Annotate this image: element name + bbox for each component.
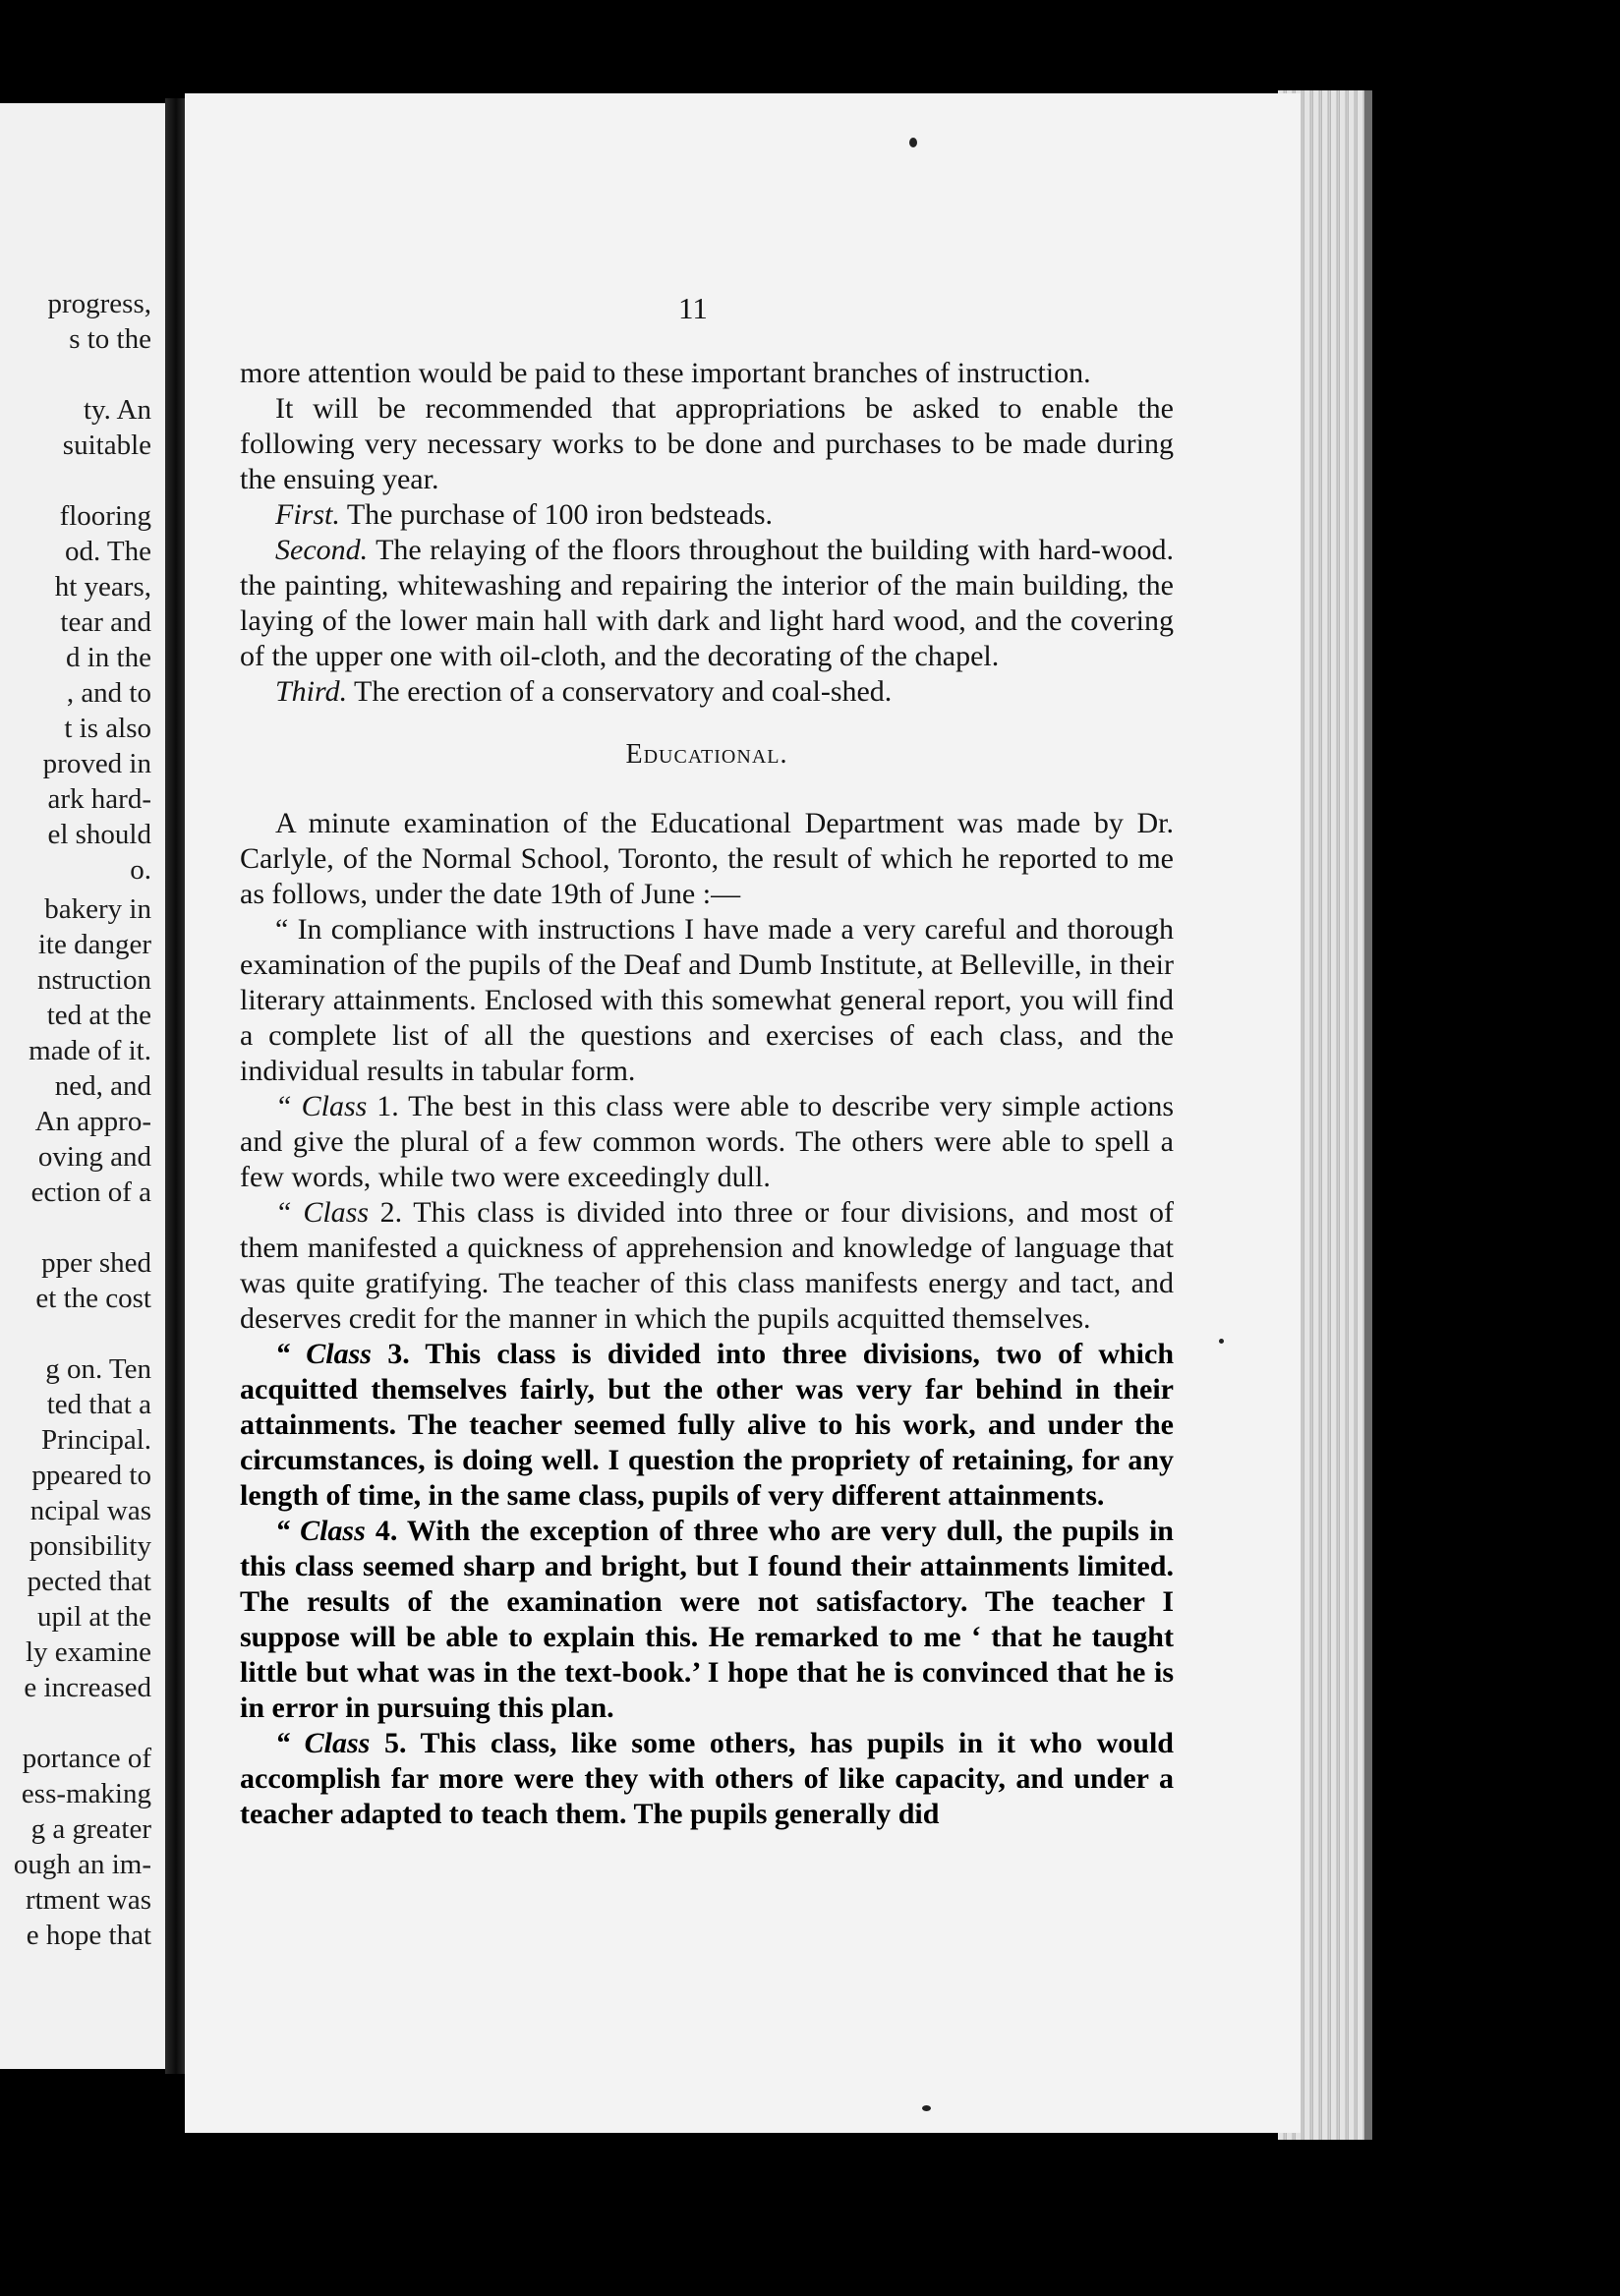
left-page-line: ned, and (54, 1070, 151, 1102)
class-5-paragraph (240, 1726, 1174, 1832)
left-page-line: bakery in (44, 893, 151, 925)
left-page-line: ted that a (46, 1389, 151, 1420)
class-5-text: 5. This class, like some others, has pupils in it who would accomplish far more were they with others of like capacity, and under a teacher adapted to teach them. The pupils generally did (240, 1727, 1174, 1830)
left-page-line: ht years, (54, 571, 151, 603)
left-page-line: portance of (22, 1743, 151, 1774)
left-page-line: ly examine (25, 1636, 151, 1668)
left-page-line: upil at the (37, 1601, 151, 1633)
item-third (240, 674, 1174, 710)
left-page-line: et the cost (35, 1283, 151, 1314)
left-page-line: g a greater (30, 1813, 151, 1845)
left-page-line: ite danger (37, 929, 151, 960)
left-page-line: ppeared to (31, 1460, 151, 1491)
ink-speck (909, 138, 917, 147)
left-page-line: ection of a (30, 1177, 151, 1208)
left-page-line: ncipal was (29, 1495, 151, 1526)
left-page-line: ess-making (21, 1778, 151, 1809)
class-2-paragraph (240, 1195, 1174, 1337)
left-page-line: o. (130, 854, 151, 886)
left-page-line: pper shed (41, 1247, 151, 1279)
previous-page-fragment (0, 103, 165, 2069)
left-page-line: d in the (66, 642, 151, 673)
class-2-text: 2. This class is divided into three or four divisions, and most of them manifested a quickness of apprehension and knowledge of language that was quite gratifying. The teacher of this class manifests energy and tact, and deserves credit for the manner in which the pupils acquitted themselves. (240, 1196, 1174, 1335)
paragraph-appropriations: It will be recommended that appropriations be asked to enable the following very necessary works to be done and purchases to be made during the ensuing year. (240, 392, 1174, 495)
left-page-line: oving and (37, 1141, 151, 1173)
item-second-label: Second. (275, 534, 369, 566)
left-page-line: s to the (69, 323, 151, 355)
class-3-paragraph (240, 1337, 1174, 1514)
left-page-line: od. The (64, 536, 151, 567)
left-page-line: el should (47, 819, 151, 850)
ink-speck (922, 2105, 931, 2111)
page-body (240, 356, 1174, 1832)
left-page-line: ty. An (83, 394, 151, 426)
left-page-line: , and to (66, 677, 151, 709)
page-number: 11 (678, 291, 708, 325)
left-page-line: made of it. (29, 1035, 151, 1066)
left-page-line: tear and (60, 606, 151, 638)
left-page-line: nstruction (37, 964, 151, 996)
class-4-paragraph (240, 1514, 1174, 1726)
item-second (240, 533, 1174, 674)
left-page-line: ark hard- (47, 783, 151, 815)
left-page-line: Principal. (41, 1424, 151, 1456)
item-first-text: The purchase of 100 iron bedsteads. (339, 498, 774, 531)
class-3-text: 3. This class is divided into three divisions, two of which acquitted themselves fairly, but the other was very far behind in their attainments. The teacher seemed fully alive to his work, and under the circumstances, is doing well. I question the propriety of retaining, for any length of time, in the same class, pupils of very different attainments. (240, 1338, 1174, 1512)
item-first-label: First. (275, 498, 340, 531)
paragraph-continuation: more attention would be paid to these important branches of instruction. (240, 357, 1091, 389)
paragraph-examination: A minute examination of the Educational Department was made by Dr. Carlyle, of the Normal School, Toronto, the result of which he reported to me as follows, under the date 19th of June :— (240, 807, 1174, 910)
left-page-line: proved in (42, 748, 151, 779)
left-page-line: t is also (64, 713, 151, 744)
left-page-line: ough an im- (13, 1849, 151, 1880)
section-heading: Educational. (625, 739, 788, 770)
left-page-line: progress, (47, 288, 151, 319)
left-page-line: e increased (24, 1672, 151, 1703)
item-third-label: Third. (275, 675, 348, 708)
ink-speck (1219, 1339, 1224, 1344)
class-1-label: “ Class (275, 1090, 368, 1122)
class-2-label: “ Class (275, 1196, 370, 1229)
left-page-line: An appro- (34, 1106, 151, 1137)
left-page-line: suitable (62, 430, 151, 461)
class-5-label: “ Class (275, 1727, 371, 1759)
class-4-label: “ Class (275, 1515, 366, 1547)
item-second-text: The relaying of the floors throughout the building with hard-wood. the painting, whitewashing and repairing the interior of the main building, the laying of the lower main hall with dark and light hard wood, and the covering of the upper one with oil-cloth, and the decorating of the chapel. (240, 534, 1174, 672)
item-first (240, 497, 1174, 533)
left-page-line: ponsibility (29, 1530, 151, 1562)
left-page-line: e hope that (26, 1920, 151, 1951)
class-3-label: “ Class (275, 1338, 372, 1370)
class-1-text: 1. The best in this class were able to describe very simple actions and give the plural of a few common words. The others were able to spell a few words, while two were exceedingly dull. (240, 1090, 1174, 1193)
class-4-text: 4. With the exception of three who are very dull, the pupils in this class seemed sharp and bright, but I found their attainments limited. The results of the examination were not satisfactory. The teacher I suppose will be able to explain this. He remarked to me ‘ that he taught little but what was in the text-book.’ I hope that he is convinced that he is in error in pursuing this plan. (240, 1515, 1174, 1724)
left-page-line: g on. Ten (45, 1353, 151, 1385)
class-1-paragraph (240, 1089, 1174, 1195)
left-page-line: ted at the (46, 1000, 151, 1031)
book-gutter (165, 98, 187, 2074)
left-page-line: pected that (27, 1566, 151, 1597)
item-third-text: The erection of a conservatory and coal-shed. (347, 675, 893, 708)
left-page-line: flooring (59, 500, 151, 532)
left-page-line: rtment was (25, 1884, 151, 1916)
paragraph-report: “ In compliance with instructions I have made a very careful and thorough examination of the pupils of the Deaf and Dumb Institute, at Belleville, in their literary attainments. Enclosed with this somewhat general report, you will find a complete list of all the questions and exercises of each class, and the individual results in tabular form. (240, 913, 1174, 1087)
